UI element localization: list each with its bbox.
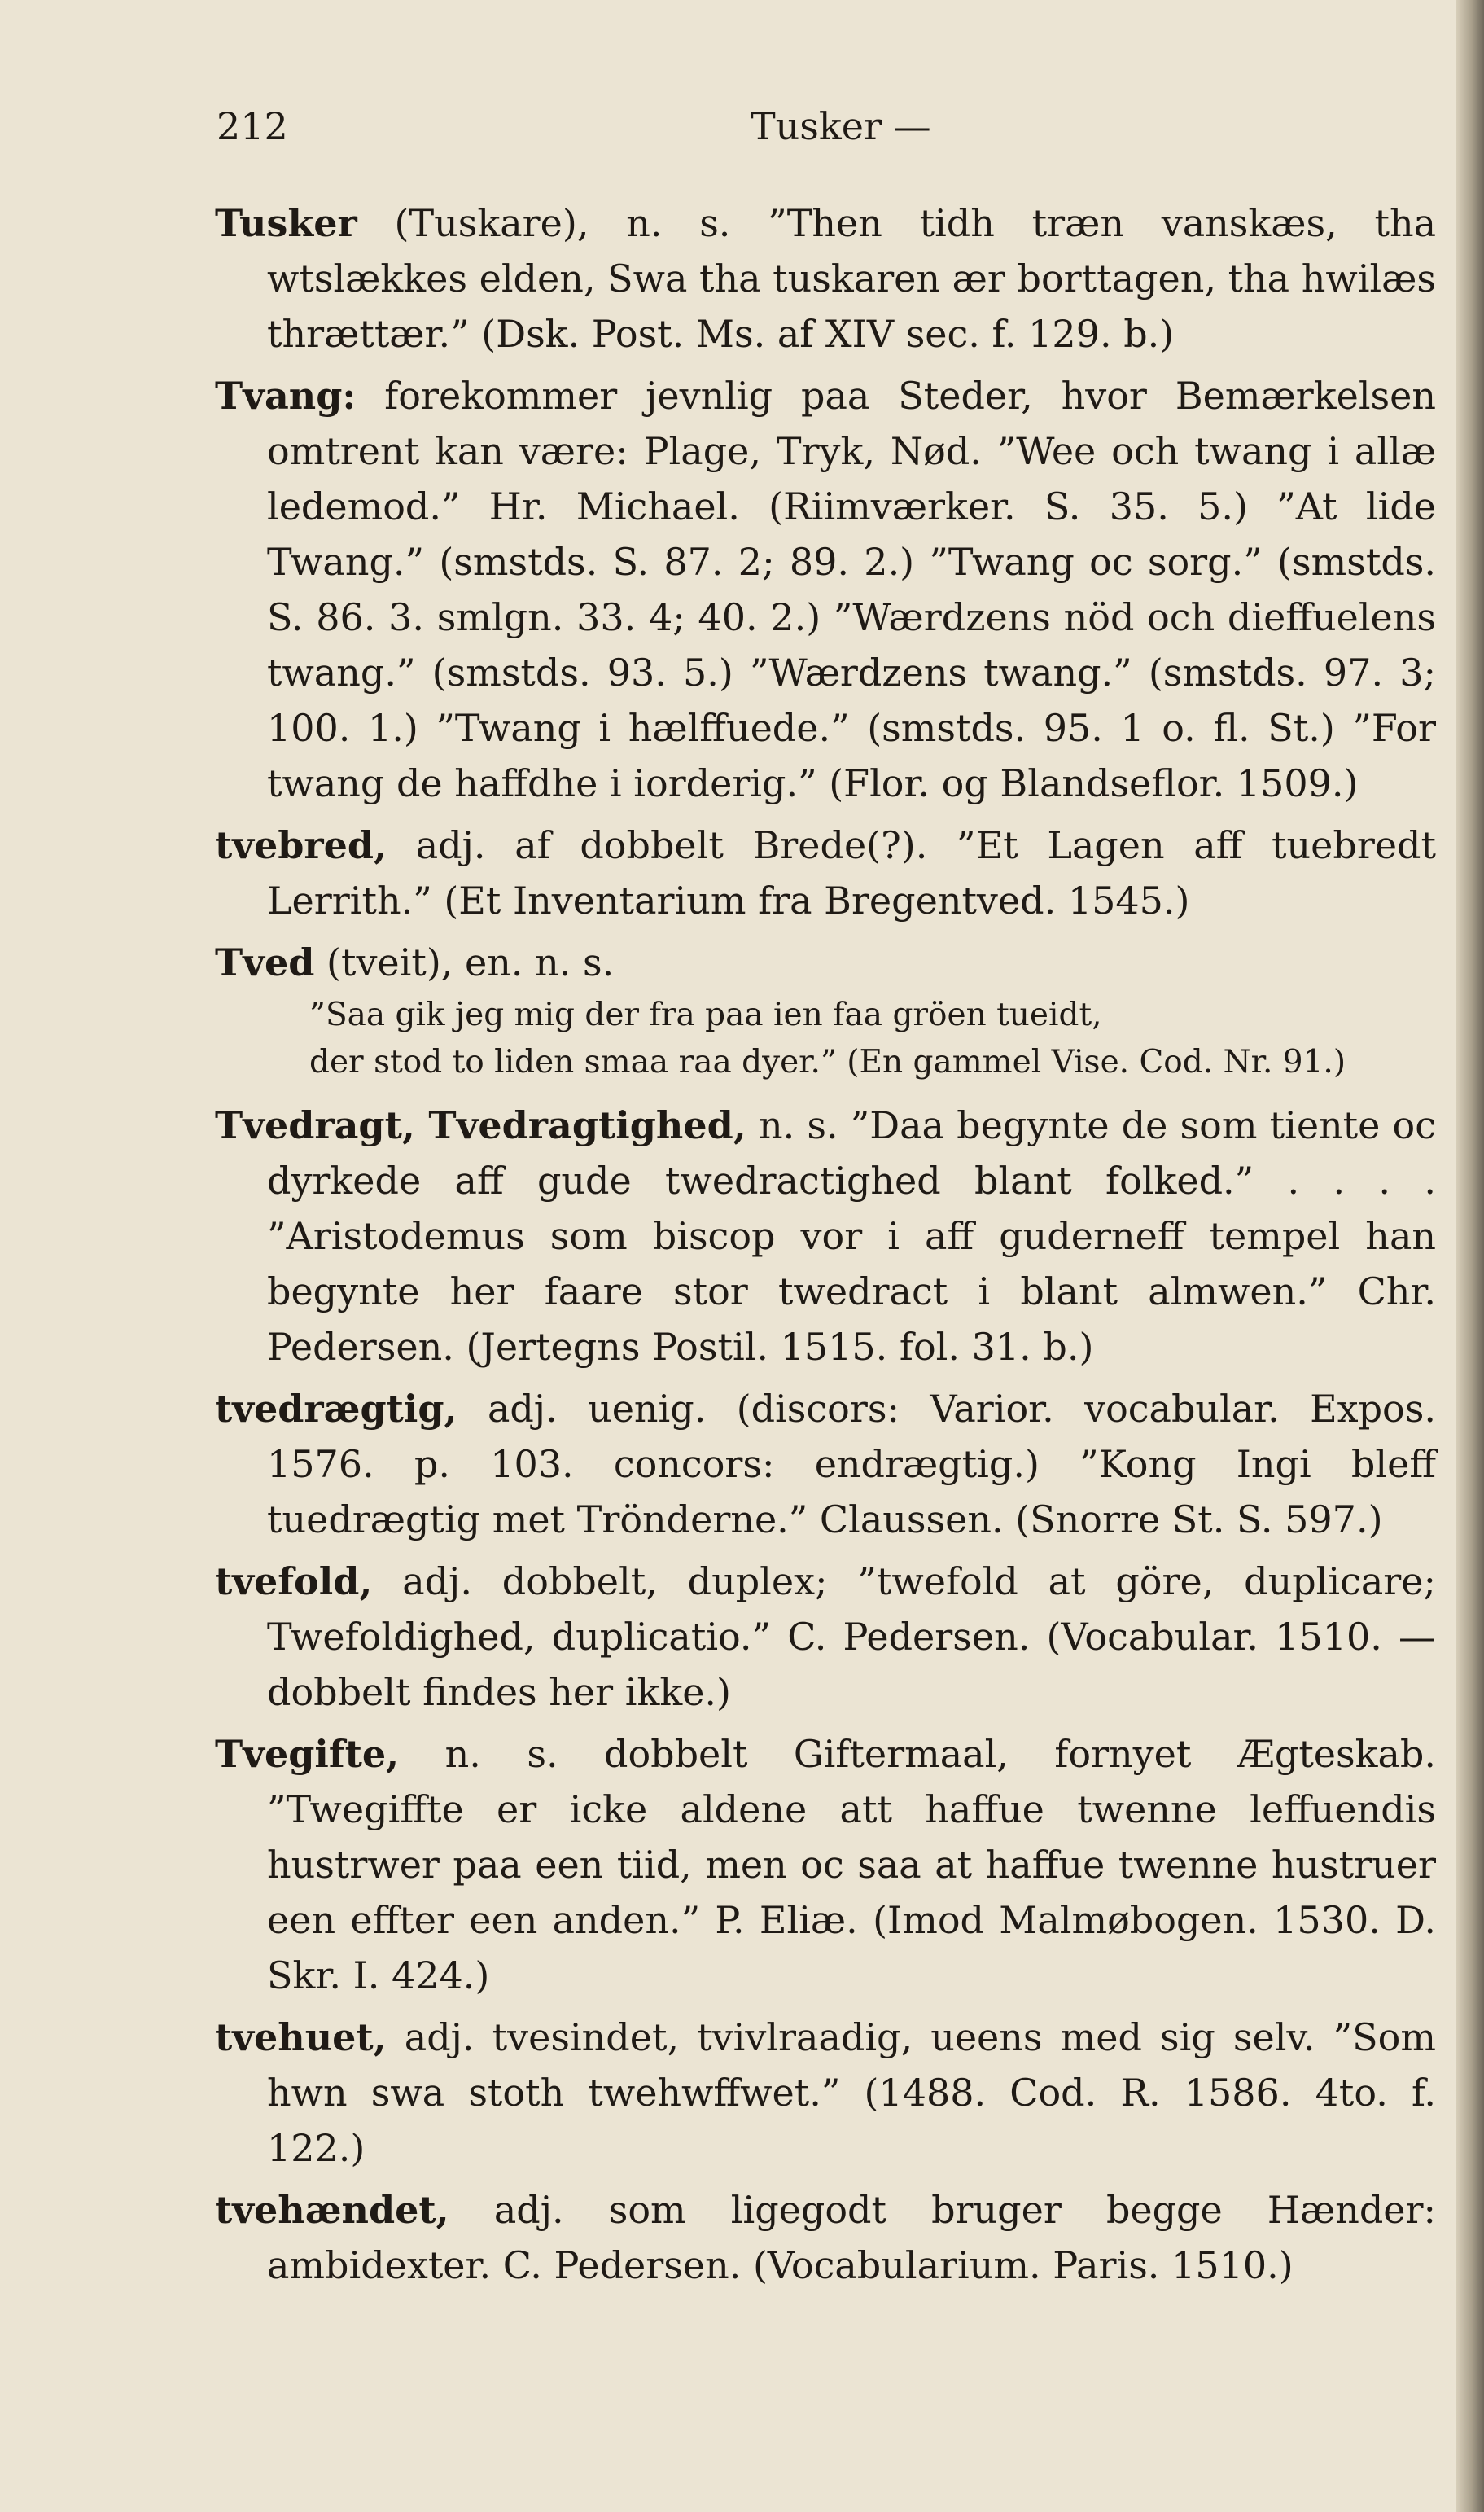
verse-line: der stod to liden smaa raa dyer.” (En gammel Vise. Cod. Nr. 91.) <box>309 1044 1346 1081</box>
entry-tvefold <box>215 1554 1436 1720</box>
page-edge-shadow <box>1456 0 1484 2512</box>
page-header <box>217 104 1438 169</box>
headword: tvehuet, <box>215 2015 387 2059</box>
entry-text: n. s. ”Daa begynte de som tiente oc dyrkede aff gude twedractighed blant folked.” . . . . ”Aristodemus som biscop vor i aff guderneff tempel han begynte her faare stor twedract i blant almwen.” Chr. Pedersen. (Jertegns Postil. 1515. fol. 31. b.) <box>267 1103 1436 1369</box>
entry-text: n. s. dobbelt Giftermaal, fornyet Ægteskab. ”Twegiffte er icke aldene att haffue twenne leffuendis hustrwer paa een tiid, men oc saa at haffue twenne hustruer een effter een anden.” P. Eliæ. (Imod Malmøbogen. 1530. D. Skr. I. 424.) <box>267 1732 1436 1997</box>
entry-text: adj. dobbelt, duplex; ”twefold at göre, duplicare; Twefoldighed, duplicatio.” C. Pedersen. (Vocabular. 1510. — dobbelt findes her ikke.) <box>267 1559 1436 1714</box>
entry-tved <box>215 935 1436 990</box>
entry-text: adj. af dobbelt Brede(?). ”Et Lagen aff tuebredt Lerrith.” (Et Inventarium fra Bregentved. 1545.) <box>267 823 1436 923</box>
entry-tvedraegtig <box>215 1381 1436 1547</box>
entry-text: forekommer jevnlig paa Steder, hvor Bemærkelsen omtrent kan være: Plage, Tryk, Nød. ”Wee och twang i allæ ledemod.” Hr. Michael. (Riimværker. S. 35. 5.) ”At lide Twang.” (smstds. S. 87. 2; 89. 2.) ”Twang oc sorg.” (smstds. S. 86. 3. smlgn. 33. 4; 40. 2.) ”Wærdzens nöd och dieffuelens twang.” (smstds. 93. 5.) ”Wærdzens twang.” (smstds. 97. 3; 100. 1.) ”Twang i hælffuede.” (smstds. 95. 1 o. fl. St.) ”For twang de haffdhe i iorderig.” (Flor. og Blandseflor. 1509.) <box>267 374 1436 805</box>
headword: tvehændet, <box>215 2188 449 2232</box>
headword: Tved <box>215 940 315 984</box>
entry-text: adj. uenig. (discors: Varior. vocabular. Expos. 1576. p. 103. concors: endrægtig.) ”Kong Ingi bleff tuedrægtig met Trönderne.” Claussen. (Snorre St. S. 597.) <box>267 1387 1436 1541</box>
entry-tvedragt <box>215 1098 1436 1374</box>
entry-text: (Tuskare), n. s. ”Then tidh træn vanskæs, tha wtslækkes elden, Swa tha tuskaren ær borttagen, tha hwilæs thrættær.” (Dsk. Post. Ms. af XIV sec. f. 129. b.) <box>267 201 1437 356</box>
entry-tusker <box>215 195 1436 362</box>
entry-text: (tveit), en. n. s. <box>326 940 615 984</box>
headword: tvefold, <box>215 1559 373 1603</box>
entry-tvegifte <box>215 1726 1436 2003</box>
headword: tvebred, <box>215 823 387 867</box>
headword: Tvedragt, Tvedragtighed, <box>215 1103 746 1147</box>
entry-tvehuet <box>215 2010 1436 2176</box>
dictionary-body <box>215 195 1436 2299</box>
entry-tvehaendet <box>215 2182 1436 2293</box>
entry-tvebred <box>215 818 1436 928</box>
verse-line: ”Saa gik jeg mig der fra paa ien faa gröen tueidt, <box>309 997 1102 1033</box>
headword: tvedrægtig, <box>215 1387 457 1431</box>
headword: Tvegifte, <box>215 1732 400 1776</box>
entry-text: adj. tvesindet, tvivlraadig, ueens med sig selv. ”Som hwn swa stoth twehwffwet.” (1488. Cod. R. 1586. 4to. f. 122.) <box>267 2015 1436 2170</box>
running-head: Tusker — <box>751 104 931 148</box>
headword: Tusker <box>215 201 357 245</box>
entry-text: adj. som ligegodt bruger begge Hænder: ambidexter. C. Pedersen. (Vocabularium. Paris. 1510.) <box>267 2188 1436 2287</box>
verse-quotation <box>215 992 1436 1086</box>
entry-tvang <box>215 368 1436 811</box>
page-number: 212 <box>217 104 288 148</box>
headword: Tvang: <box>215 374 357 418</box>
